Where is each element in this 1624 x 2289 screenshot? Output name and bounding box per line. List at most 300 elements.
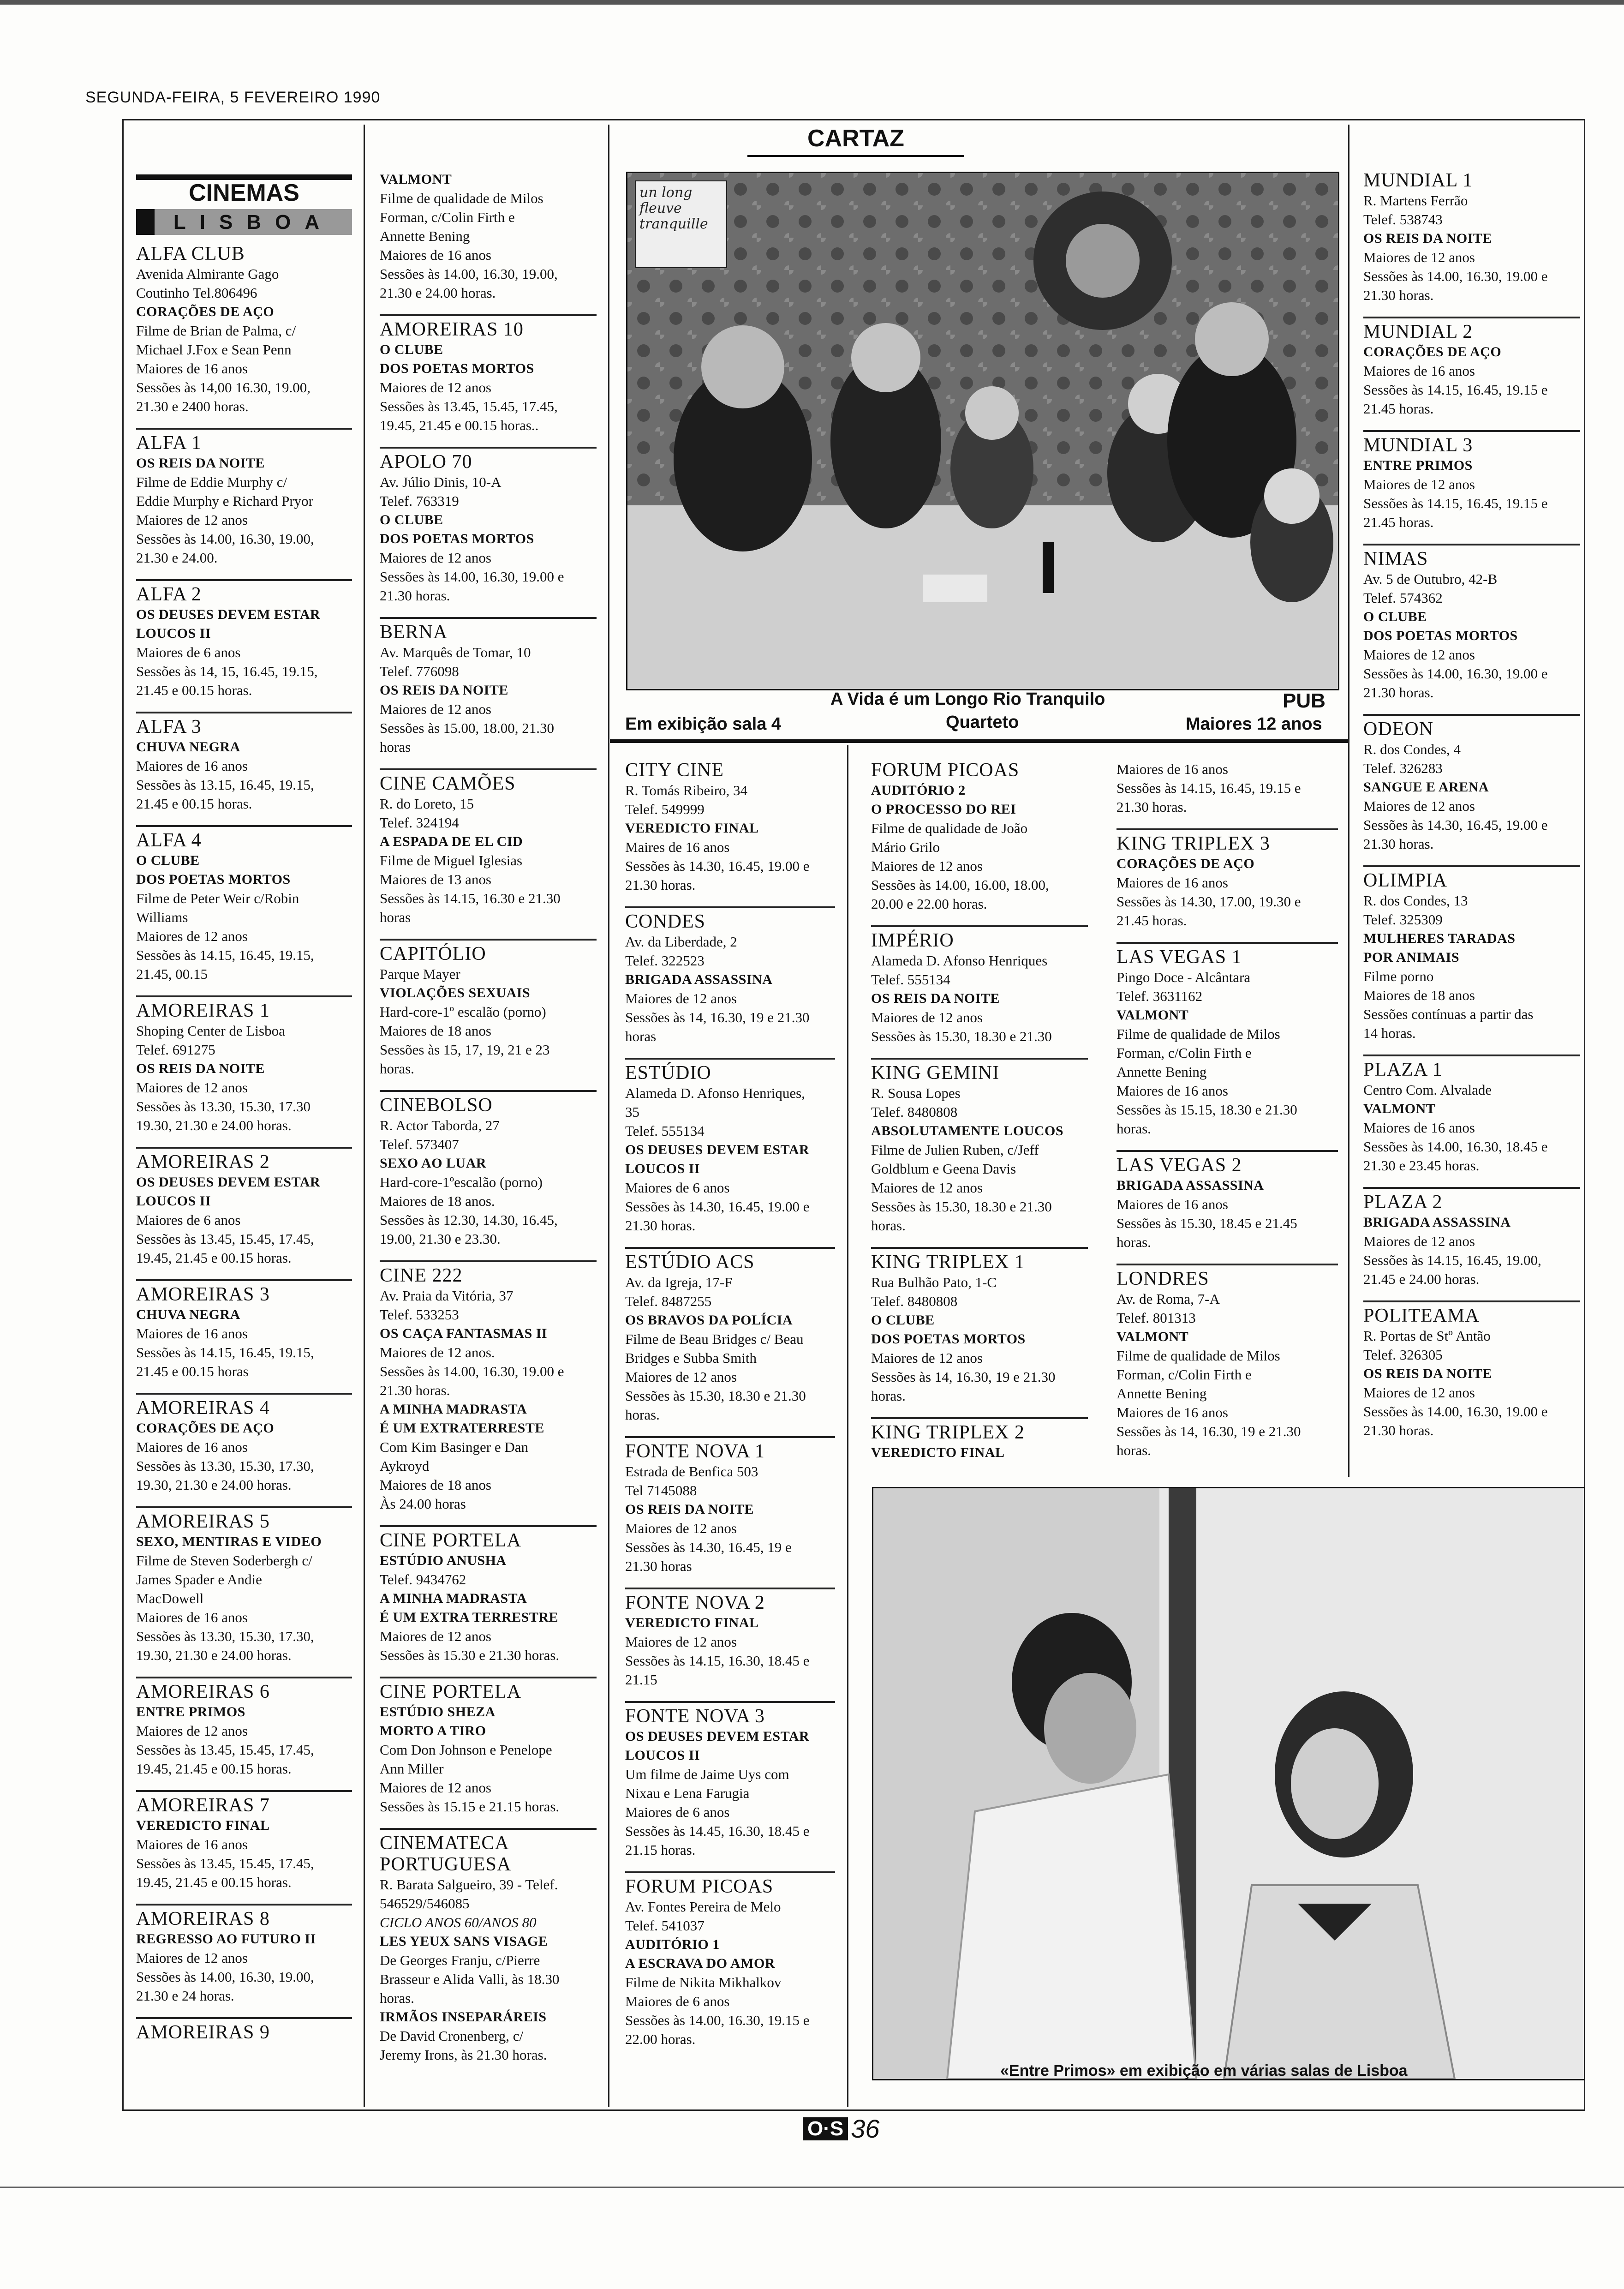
listing-column-4 [871,757,1088,1474]
listing-detail: R. Sousa Lopes [871,1085,961,1101]
cinema-name: LAS VEGAS 2 [1116,1155,1242,1176]
listing-detail: Bridges e Subba Smith [625,1350,757,1366]
listing-detail: James Spader e Andie [136,1571,262,1588]
listing-detail: Sessões às 15.15 e 21.15 horas. [380,1798,560,1815]
publication-logo: O·S [803,2117,848,2140]
listing-detail: horas. [871,1217,906,1234]
listing-detail: 19.30, 21.30 e 24.00 horas. [136,1647,292,1663]
film-title: LOUCOS II [136,1193,211,1209]
cinema-name: KING TRIPLEX 3 [1116,833,1270,854]
cinema-listing [1363,430,1580,532]
listing-detail: Sessões às 12.30, 14.30, 16.45, [380,1212,558,1228]
film-title: SEXO, MENTIRAS E VIDEO [136,1534,322,1549]
listing-detail: Maiores de 18 anos [380,1477,491,1493]
listing-detail: Maiores de 16 anos [136,1836,248,1852]
listing-detail: R. Portas de Stº Antão [1363,1328,1491,1344]
listing-entries [1116,757,1338,1460]
cinema-name: CINE CAMÕES [380,773,516,794]
listing-detail: Maiores de 12 anos [871,1009,983,1025]
listing-detail: Sessões às 14, 16.30, 19 e 21.30 [625,1009,810,1025]
cinema-name: CINE PORTELA [380,1681,521,1702]
listing-detail: Sessões às 14.00, 16.30, 19.00 e [1363,1403,1548,1420]
listing-detail: 21.30 horas. [1363,1422,1434,1438]
listing-detail: Maiores de 12 anos [380,701,491,717]
listing-detail: Maiores de 16 anos [380,247,491,263]
film-title: VEREDICTO FINAL [136,1818,270,1833]
cinema-listing [136,1904,352,2005]
listing-detail: Maiores de 16 anos [1116,875,1228,891]
cinema-name: OLIMPIA [1363,870,1447,891]
cinema-name: AMOREIRAS 2 [136,1151,270,1173]
film-title: O CLUBE [136,853,200,868]
listing-detail: Sessões às 13.45, 15.45, 17.45, [380,398,558,414]
film-title: O PROCESSO DO REI [871,802,1016,817]
listing-detail: Forman, c/Colin Firth e [1116,1366,1252,1383]
film-title: BRIGADA ASSASSINA [625,972,773,987]
cinema-listing [380,1828,597,2064]
listing-detail: Sessões às 15.30, 18.45 e 21.45 [1116,1215,1297,1231]
listing-detail: Forman, c/Colin Firth e [1116,1045,1252,1061]
listing-detail: Telef. 326305 [1363,1347,1443,1363]
cinema-name: ALFA 1 [136,432,202,454]
listing-detail: 21.45 horas. [1363,401,1434,417]
film-title: OS DEUSES DEVEM ESTAR [625,1142,810,1157]
listing-detail: MacDowell [136,1590,204,1606]
listing-detail: Maiores de 12 anos [871,1350,983,1366]
cinema-name: AMOREIRAS 10 [380,319,524,340]
listing-detail: Sessões às 14.30, 16.45, 19.00 e [625,858,810,874]
listing-detail: Sessões às 14.00, 16.30, 19.00 e [1363,665,1548,682]
listing-detail: Filme de qualidade de Milos [1116,1026,1280,1042]
cinema-listing [625,1588,835,1689]
listing-detail: Parque Mayer [380,966,460,982]
cinema-name: AMOREIRAS 9 [136,2022,270,2043]
listing-entries [136,240,352,2043]
listing-detail: Nixau e Lena Farugia [625,1785,750,1801]
film-title: AUDITÓRIO 2 [871,783,966,798]
film-title: DOS POETAS MORTOS [871,1331,1026,1347]
listing-detail: Sessões às 14.00, 16.30, 18.45 e [1363,1139,1548,1155]
cinema-listing [871,925,1088,1046]
listing-detail: 21.30 horas. [380,587,450,604]
region-label: LISBOA [155,209,352,235]
listing-detail: 21.45 e 24.00 horas. [1363,1271,1480,1287]
listing-detail: Maiores de 12 anos [1363,476,1475,492]
listing-detail: Telef. 549999 [625,801,705,817]
film-title: CHUVA NEGRA [136,739,240,755]
listing-detail: horas. [1116,1121,1151,1137]
cinema-name: ALFA 3 [136,716,202,737]
listing-column-3 [625,757,835,2061]
section-title: CARTAZ [747,125,964,157]
listing-entries [625,757,835,2049]
listing-detail: Telef. 538743 [1363,211,1443,228]
listing-detail: Às 24.00 horas [380,1496,466,1512]
listing-detail: 21.30 horas. [1116,799,1187,815]
cinema-listing [871,1247,1088,1405]
cinema-listing [380,939,597,1078]
listing-detail: Alameda D. Afonso Henriques, [625,1085,805,1101]
cinema-listing [380,617,597,756]
listing-detail: 22.00 horas. [625,2031,696,2047]
cinema-listing [136,240,352,416]
cinema-listing [136,1393,352,1494]
listing-detail: Maiores de 12 anos [380,550,491,566]
cinema-listing [1363,167,1580,305]
film-title: OS REIS DA NOITE [1363,231,1492,246]
film-title: É UM EXTRATERRESTE [380,1420,544,1436]
listing-detail: Sessões às 15.30, 18.30 e 21.30 [871,1198,1052,1215]
listing-detail: Av. Praia da Vitória, 37 [380,1288,513,1304]
listing-detail: Maiores de 12 anos [136,1950,248,1966]
listing-detail: 21.45 e 00.15 horas [136,1363,249,1379]
cinema-listing [1116,757,1338,816]
listing-detail: Telef. 691275 [136,1042,215,1058]
cinemas-heading: CINEMAS [136,174,352,203]
listing-detail: Sessões às 15.30, 18.30 e 21.30 [625,1388,806,1404]
couple-scene-image [873,1488,1584,2079]
cinema-listing [1363,1055,1580,1175]
film-title: O CLUBE [871,1312,935,1328]
listing-detail: Telef. 573407 [380,1136,459,1152]
listing-detail: horas. [871,1388,906,1404]
listing-detail: Sessões às 14.00, 16.30, 19.00 e [380,1363,564,1379]
cinema-name: ESTÚDIO [625,1062,711,1084]
listing-detail: Sessões às 13.30, 15.30, 17.30, [136,1458,314,1474]
listing-detail: Filme de Nikita Mikhalkov [625,1974,782,1990]
film-title: A MINHA MADRASTA [380,1591,527,1606]
film-title: VIOLAÇÕES SEXUAIS [380,985,531,1001]
film-title: OS CAÇA FANTASMAS II [380,1326,548,1341]
listing-detail: Sessões às 14.15, 16.45, 19.15 e [1363,495,1548,511]
listing-detail: Sessões contínuas a partir das [1363,1006,1534,1022]
cinema-name: AMOREIRAS 7 [136,1795,270,1816]
cinema-name: MUNDIAL 1 [1363,170,1473,191]
listing-detail: Com Kim Basinger e Dan [380,1439,529,1455]
film-title: ABSOLUTAMENTE LOUCOS [871,1123,1064,1139]
listing-detail: Sessões às 14, 15, 16.45, 19.15, [136,663,318,679]
listing-detail: Maiores de 6 anos [136,1212,241,1228]
listing-detail: Maiores de 16 anos [136,758,248,774]
film-title: O CLUBE [380,342,443,357]
listing-detail: 19.45, 21.45 e 00.15 horas. [136,1874,292,1890]
listing-detail: Maiores de 16 anos [136,1325,248,1342]
listing-detail: Pingo Doce - Alcântara [1116,969,1251,985]
cinema-listing [625,757,835,894]
section-rule [610,739,1348,743]
film-title: OS BRAVOS DA POLÍCIA [625,1312,793,1328]
listing-detail: Sessões às 13.30, 15.30, 17.30 [136,1098,311,1115]
listing-detail: Sessões às 14.00, 16.30, 19.15 e [625,2012,810,2028]
listing-detail: Sessões às 14.00, 16.00, 18.00, [871,877,1049,893]
listing-detail: Maiores de 12 anos [625,1520,737,1536]
listing-detail: R. dos Condes, 13 [1363,893,1468,909]
cinema-listing [380,1677,597,1816]
listing-detail: Sessões às 14.30, 16.45, 19.00 e [625,1198,810,1215]
listing-detail: Goldblum e Geena Davis [871,1161,1016,1177]
cinema-listing [625,1871,835,2049]
cinema-listing [1363,714,1580,853]
listing-detail: Maiores de 12 anos [1363,647,1475,663]
listing-detail: Sessões às 14.30, 17.00, 19.30 e [1116,893,1301,910]
film-title: IRMÃOS INSEPARÁREIS [380,2009,547,2025]
listing-detail: R. Actor Taborda, 27 [380,1117,500,1133]
listing-detail: Filme de qualidade de João [871,820,1028,836]
film-title: ENTRE PRIMOS [1363,458,1473,473]
cinema-name: AMOREIRAS 8 [136,1908,270,1929]
listing-column-1 [136,174,352,2055]
cinema-name: POLITEAMA [1363,1305,1480,1326]
listing-detail: Telef. 324194 [380,815,459,831]
cinema-listing [625,906,835,1046]
film-title: CORAÇÕES DE AÇO [136,1420,275,1436]
film-title-caption: A Vida é um Longo Rio Tranquilo [830,689,1105,709]
film-title: ENTRE PRIMOS [136,1704,245,1720]
film-title: OS DEUSES DEVEM ESTAR [136,1174,321,1190]
listing-detail: Telef. 541037 [625,1917,705,1934]
cinema-listing [136,1506,352,1665]
cinema-listing [136,1790,352,1892]
film-title: OS REIS DA NOITE [1363,1366,1492,1381]
cinema-name: CITY CINE [625,760,724,781]
cinema-name: AMOREIRAS 3 [136,1284,270,1305]
film-poster: un long fleuve tranquille [635,180,727,268]
page-number: 36 [851,2114,880,2143]
listing-detail: Ann Miller [380,1761,444,1777]
listing-column-6 [1363,167,1580,1452]
listing-detail: Av. Júlio Dinis, 10-A [380,474,502,490]
film-title: VALMONT [1363,1101,1436,1116]
listing-detail: Telef. 8480808 [871,1104,958,1120]
film-title: BRIGADA ASSASSINA [1116,1178,1264,1193]
cinema-listing [136,995,352,1135]
listing-detail: Sessões às 13.45, 15.45, 17.45, [136,1855,314,1871]
film-title: VEREDICTO FINAL [625,821,759,836]
listing-detail: 19.45, 21.45 e 00.15 horas. [136,1761,292,1777]
listing-detail: Maiores de 18 anos [1363,987,1475,1003]
film-title: POR ANIMAIS [1363,950,1460,965]
film-title: OS DEUSES DEVEM ESTAR [136,607,321,622]
film-title: MULHERES TARADAS [1363,931,1516,946]
listing-detail: 21.30 horas. [625,1217,696,1234]
listing-detail: Maiores de 12 anos [136,1723,248,1739]
column-rule [364,125,365,2107]
film-title: DOS POETAS MORTOS [380,361,534,376]
listing-detail: De David Cronenberg, c/ [380,2028,524,2044]
film-title: A MINHA MADRASTA [380,1402,527,1417]
cinema-listing [136,428,352,567]
listing-detail: Annette Bening [380,228,470,244]
listing-detail: Maiores de 12 anos [136,1079,248,1096]
listing-detail: R. Tomás Ribeiro, 34 [625,782,748,798]
listing-detail: Maiores de 12 anos [625,990,737,1007]
listing-detail: 19.45, 21.45 e 00.15 horas.. [380,417,539,433]
entre-primos-photo [872,1487,1585,2080]
cinema-name: KING TRIPLEX 2 [871,1422,1025,1443]
listing-detail: Telef. 322523 [625,953,705,969]
cinema-listing [380,447,597,605]
listing-detail: 21.30 e 2400 horas. [136,398,249,414]
cinema-listing [1116,1264,1338,1460]
listing-detail: 21.45, 00.15 [136,966,208,982]
cinema-listing [1363,1187,1580,1288]
cinema-name: FONTE NOVA 1 [625,1441,765,1462]
listing-detail: Sessões às 14.00, 16.30, 19.00 e [380,569,564,585]
listing-detail: Maiores de 6 anos [136,644,241,660]
listing-entries [380,167,597,2064]
listing-detail: Maiores de 16 anos [1363,1120,1475,1136]
listing-detail: Telef. 555134 [871,971,950,988]
listing-detail: Telef. 801313 [1116,1310,1196,1326]
listing-detail: Maiores de 6 anos [625,1993,730,2009]
listing-detail: Maiores de 12 anos [1363,249,1475,265]
listing-detail: Annette Bening [1116,1064,1207,1080]
listing-detail: Maiores de 16 anos [1116,1083,1228,1099]
cinema-listing [1363,865,1580,1043]
listing-detail: 20.00 e 22.00 horas. [871,896,987,912]
photo-caption: «Entre Primos» em exibição em várias salas de Lisboa [1000,2062,1408,2079]
listing-detail: Hard-core-1ºescalão (porno) [380,1174,543,1190]
cinema-listing [1363,317,1580,418]
age-rating: Maiores 12 anos [1186,714,1322,734]
listing-detail: Sessões às 14, 16.30, 19 e 21.30 [871,1369,1056,1385]
listing-detail: Maiores de 16 anos [1116,1196,1228,1212]
cinema-name: IMPÉRIO [871,930,954,951]
cinema-name: FONTE NOVA 2 [625,1592,765,1613]
lisboa-banner [136,209,352,235]
cinema-name: LONDRES [1116,1268,1209,1289]
listing-detail: Sessões às 13.30, 15.30, 17.30, [136,1628,314,1644]
listing-detail: Maiores de 6 anos [625,1804,730,1820]
listing-detail: Shoping Center de Lisboa [136,1023,285,1039]
cinema-name: CINE 222 [380,1265,463,1286]
listing-detail: Telef. 325309 [1363,911,1443,928]
listing-detail: Sessões às 14.00, 16.30, 19.00, [136,1969,314,1985]
listing-detail: Telef. 776098 [380,663,459,679]
listing-detail: horas. [380,1990,414,2006]
listing-detail: 21.30 horas. [625,877,696,893]
film-title: DOS POETAS MORTOS [380,531,534,546]
listing-detail: 35 [625,1104,639,1120]
listing-detail: Av. 5 de Outubro, 42-B [1363,571,1498,587]
family-dinner-image [627,173,1338,689]
listing-detail: Williams [136,909,188,925]
listing-detail: Sessões às 14.30, 16.45, 19 e [625,1539,792,1555]
listing-detail: Av. da Igreja, 17-F [625,1274,733,1290]
cinema-name: ODEON [1363,719,1433,740]
listing-detail: Telef. 574362 [1363,590,1443,606]
listing-detail: Com Don Johnson e Penelope [380,1742,552,1758]
cinema-name: MUNDIAL 2 [1363,321,1473,342]
cinema-listing [380,1525,597,1665]
listing-detail: Telef. 9434762 [380,1571,466,1588]
film-title: VALMONT [1116,1007,1189,1023]
cinema-listing [136,2017,352,2043]
column-rule [608,125,609,2107]
film-title: A ESCRAVA DO AMOR [625,1956,775,1971]
listing-detail: Coutinho Tel.806496 [136,285,257,301]
cinema-listing [136,1677,352,1778]
listing-detail: Centro Com. Alvalade [1363,1082,1492,1098]
listing-detail: Sessões às 15, 17, 19, 21 e 23 [380,1042,550,1058]
film-title: É UM EXTRA TERRESTRE [380,1610,559,1625]
listing-detail: Maiores de 12 anos [625,1634,737,1650]
listing-detail: 19.30, 21.30 e 24.00 horas. [136,1477,292,1493]
listing-detail: horas. [380,1061,414,1077]
listing-detail: R. do Loreto, 15 [380,796,474,812]
film-still-photo [626,172,1339,690]
listing-detail: 546529/546085 [380,1895,470,1911]
cinema-name: FONTE NOVA 3 [625,1706,765,1727]
listing-detail: Sessões às 14.00, 16.30, 19.00, [380,266,558,282]
listing-detail: Mário Grilo [871,839,940,855]
film-title: VEREDICTO FINAL [625,1615,759,1630]
listing-detail: 21.30 horas [625,1558,692,1574]
listing-detail: Sessões às 13.45, 15.45, 17.45, [136,1231,314,1247]
listing-detail: Av. de Roma, 7-A [1116,1291,1220,1307]
listing-detail: Hard-core-1º escalão (porno) [380,1004,546,1020]
listing-entries [871,757,1088,1462]
listing-detail: Sessões às 15.15, 18.30 e 21.30 [1116,1102,1297,1118]
film-title: CHUVA NEGRA [136,1307,240,1322]
listing-detail: Maiores de 12 anos [871,858,983,874]
listing-detail: Maiores de 12 anos [380,379,491,395]
film-title: CORAÇÕES DE AÇO [136,304,275,319]
cinema-name: ALFA 2 [136,584,202,605]
cinema-name: NIMAS [1363,548,1428,569]
listing-detail: Sessões às 14, 16.30, 19 e 21.30 [1116,1423,1301,1439]
top-rule [0,0,1624,5]
listing-detail: 21.30 horas. [1363,287,1434,303]
listing-detail: Sessões às 15.30, 18.30 e 21.30 [871,1028,1052,1044]
cinema-name: KING GEMINI [871,1062,1000,1084]
listing-detail: 21.30 e 24.00 horas. [380,285,496,301]
listing-detail: Filme de Beau Bridges c/ Beau [625,1331,804,1347]
banner-block [136,209,155,235]
cinema-listing [136,1279,352,1381]
cinema-name: FORUM PICOAS [871,760,1020,781]
cinema-name: CONDES [625,911,706,932]
film-title: ESTÚDIO ANUSHA [380,1553,507,1568]
listing-detail: Maiores de 16 anos [136,1439,248,1455]
listing-detail: 21.45 e 00.15 horas. [136,796,252,812]
listing-detail: 21.15 [625,1672,657,1688]
venue-name: Quarteto [946,713,1019,732]
listing-detail: Sessões às 14.15, 16.30 e 21.30 [380,890,561,906]
listing-detail: Av. Marquês de Tomar, 10 [380,644,531,660]
listing-detail: Filme de Julien Ruben, c/Jeff [871,1142,1039,1158]
cinema-name: LAS VEGAS 1 [1116,947,1242,968]
listing-detail: CICLO ANOS 60/ANOS 80 [380,1914,537,1930]
film-title: VALMONT [1116,1329,1189,1344]
listing-detail: Filme porno [1363,968,1434,984]
film-title: LOUCOS II [625,1161,700,1176]
cinema-name: CINE PORTELA [380,1530,521,1551]
listing-detail: Brasseur e Alida Valli, às 18.30 [380,1971,560,1987]
listing-detail: Telef. 555134 [625,1123,705,1139]
listing-detail: Sessões às 14.45, 16.30, 18.45 e [625,1823,810,1839]
listing-detail: Sessões às 13.15, 16.45, 19.15, [136,777,314,793]
cinema-listing [136,712,352,813]
listing-detail: 21.45 horas. [1363,514,1434,530]
listing-detail: Filme de qualidade de Milos [1116,1348,1280,1364]
listing-detail: Maiores de 12 anos [136,512,248,528]
cinema-name: AMOREIRAS 5 [136,1511,270,1532]
cinema-listing [871,1417,1088,1462]
cinema-listing [625,1058,835,1235]
listing-detail: Aykroyd [380,1458,430,1474]
listing-detail: Telef. 326283 [1363,760,1443,776]
